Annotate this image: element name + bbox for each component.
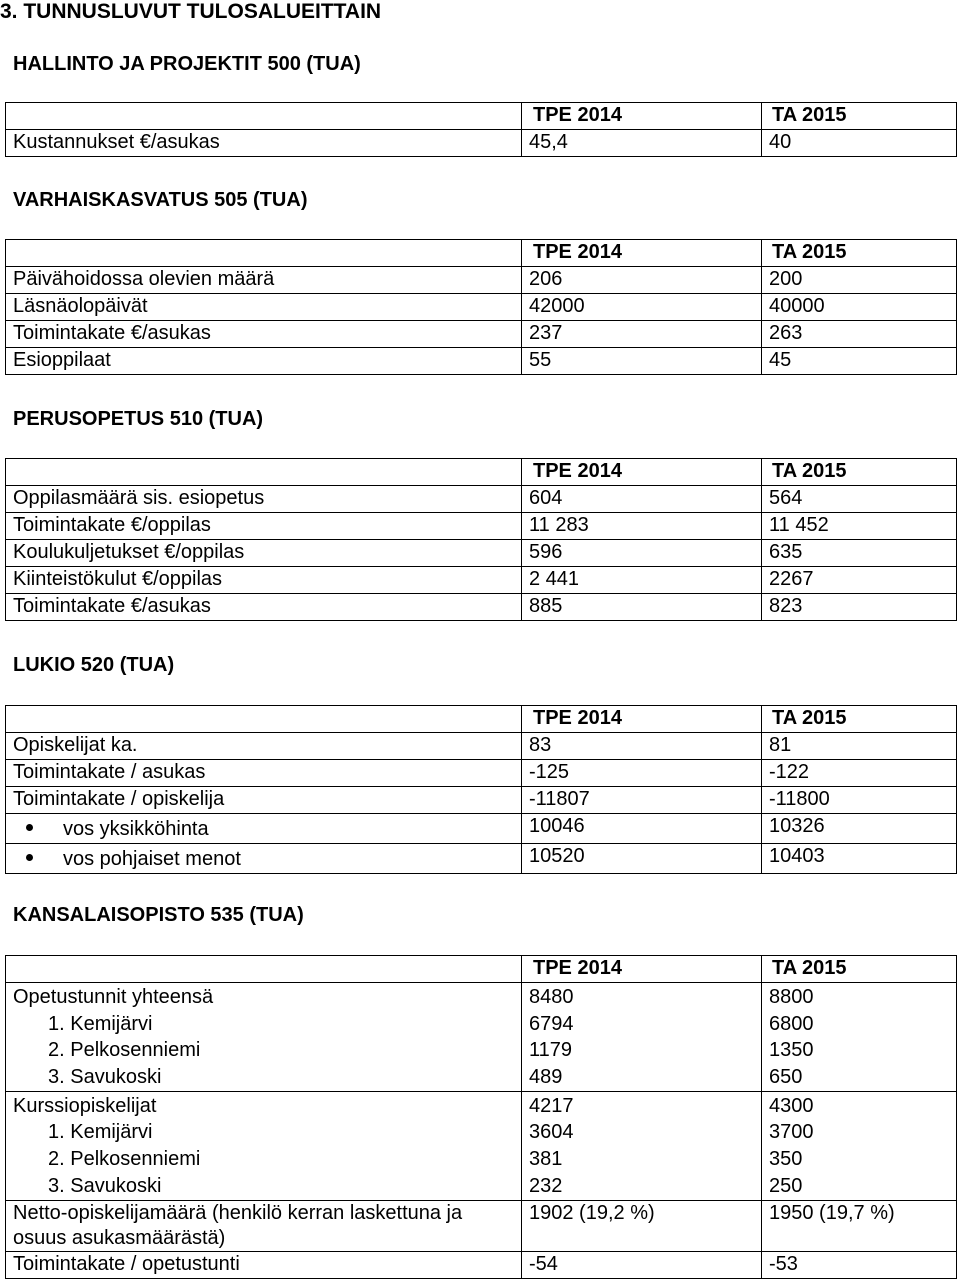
table-row <box>6 130 957 157</box>
row-ta: 11 452 <box>762 513 957 540</box>
row-label: 1. Kemijärvi <box>48 1121 153 1144</box>
table-row <box>6 348 957 375</box>
header-ta: TA 2015 <box>762 459 957 486</box>
row-label: Kustannukset €/asukas <box>6 130 522 157</box>
row-tpe: 604 <box>522 486 762 513</box>
row-label: Toimintakate / opiskelija <box>6 787 522 814</box>
row-ta: 40000 <box>762 294 957 321</box>
table-hallinto <box>5 102 957 157</box>
section-heading-lukio: LUKIO 520 (TUA) <box>13 654 175 676</box>
row-ta: -122 <box>762 760 957 787</box>
row-tpe: 83 <box>522 733 762 760</box>
row-tpe: 11 283 <box>522 513 762 540</box>
table-row-opetustunnit <box>6 983 957 1092</box>
section-heading-hallinto: HALLINTO JA PROJEKTIT 500 (TUA) <box>13 53 361 75</box>
table-row <box>6 321 957 348</box>
table-row <box>6 787 957 814</box>
row-ta: 40 <box>762 130 957 157</box>
row-tpe: 10046 <box>522 814 762 844</box>
header-ta: TA 2015 <box>762 240 957 267</box>
row-label: Kiinteistökulut €/oppilas <box>6 567 522 594</box>
row-ta: 263 <box>762 321 957 348</box>
header-ta: TA 2015 <box>762 706 957 733</box>
row-ta <box>762 1091 957 1200</box>
row-label: Opiskelijat ka. <box>6 733 522 760</box>
value: 6800 <box>769 1012 814 1035</box>
row-label: Toimintakate / asukas <box>6 760 522 787</box>
row-tpe: 55 <box>522 348 762 375</box>
row-label: Toimintakate / opetustunti <box>6 1251 522 1278</box>
row-ta: 200 <box>762 267 957 294</box>
table-kansalaisopisto <box>5 955 957 1279</box>
row-label: 3. Savukoski <box>48 1174 162 1197</box>
section-heading-kansalaisopisto: KANSALAISOPISTO 535 (TUA) <box>13 904 304 926</box>
header-tpe: TPE 2014 <box>522 240 762 267</box>
value: 6794 <box>529 1012 574 1035</box>
row-label: Netto-opiskelijamäärä (henkilö kerran laskettuna ja osuus asukasmäärästä) <box>6 1200 522 1251</box>
row-ta: -11800 <box>762 787 957 814</box>
table-row-kurssi <box>6 1091 957 1200</box>
row-label-bulleted <box>6 814 522 844</box>
row-label: Toimintakate €/asukas <box>6 594 522 621</box>
row-tpe: 1902 (19,2 %) <box>522 1200 762 1251</box>
row-label: Koulukuljetukset €/oppilas <box>6 540 522 567</box>
row-ta: 564 <box>762 486 957 513</box>
value: 3700 <box>769 1121 814 1144</box>
row-ta: 823 <box>762 594 957 621</box>
header-empty <box>6 706 522 733</box>
table-row <box>6 594 957 621</box>
row-label: Läsnäolopäivät <box>6 294 522 321</box>
row-tpe: 10520 <box>522 844 762 874</box>
row-tpe: 2 441 <box>522 567 762 594</box>
row-labels <box>6 1091 522 1200</box>
header-empty <box>6 956 522 983</box>
value: 4300 <box>769 1094 814 1117</box>
row-labels <box>6 983 522 1092</box>
table-row <box>6 733 957 760</box>
header-empty <box>6 103 522 130</box>
row-tpe: -54 <box>522 1251 762 1278</box>
row-tpe: 206 <box>522 267 762 294</box>
row-ta: 2267 <box>762 567 957 594</box>
table-perusopetus <box>5 458 957 621</box>
row-ta: 1950 (19,7 %) <box>762 1200 957 1251</box>
table-row <box>6 513 957 540</box>
row-ta: 45 <box>762 348 957 375</box>
value: 489 <box>529 1066 563 1089</box>
row-label: Päivähoidossa olevien määrä <box>6 267 522 294</box>
value: 381 <box>529 1148 563 1171</box>
section-heading-varhaiskasvatus: VARHAISKASVATUS 505 (TUA) <box>13 189 308 211</box>
table-row-netto <box>6 1200 957 1251</box>
table-row <box>6 294 957 321</box>
row-label: 2. Pelkosenniemi <box>48 1039 201 1062</box>
value: 4217 <box>529 1094 574 1117</box>
value: 1350 <box>769 1039 814 1062</box>
header-ta: TA 2015 <box>762 956 957 983</box>
row-tpe <box>522 983 762 1092</box>
section-heading-perusopetus: PERUSOPETUS 510 (TUA) <box>13 408 264 430</box>
value: 3604 <box>529 1121 574 1144</box>
table-row <box>6 540 957 567</box>
header-empty <box>6 240 522 267</box>
bullet-icon <box>26 824 33 831</box>
table-row <box>6 567 957 594</box>
row-tpe: 596 <box>522 540 762 567</box>
table-row <box>6 760 957 787</box>
value: 250 <box>769 1174 803 1197</box>
table-row <box>6 1251 957 1278</box>
value: 232 <box>529 1174 563 1197</box>
row-tpe: 42000 <box>522 294 762 321</box>
row-ta: 10403 <box>762 844 957 874</box>
row-label: Toimintakate €/oppilas <box>6 513 522 540</box>
row-tpe: -11807 <box>522 787 762 814</box>
row-label: vos yksikköhinta <box>63 818 209 840</box>
table-varhaiskasvatus <box>5 239 957 375</box>
row-label: 3. Savukoski <box>48 1066 162 1089</box>
value: 650 <box>769 1066 803 1089</box>
row-label: 2. Pelkosenniemi <box>48 1148 201 1171</box>
row-tpe: 885 <box>522 594 762 621</box>
header-tpe: TPE 2014 <box>522 459 762 486</box>
row-label: Opetustunnit yhteensä <box>13 986 214 1008</box>
bullet-icon <box>26 854 33 861</box>
table-lukio <box>5 705 957 874</box>
row-ta: 81 <box>762 733 957 760</box>
header-ta: TA 2015 <box>762 103 957 130</box>
header-tpe: TPE 2014 <box>522 706 762 733</box>
row-tpe: 237 <box>522 321 762 348</box>
row-label: Esioppilaat <box>6 348 522 375</box>
row-label: Toimintakate €/asukas <box>6 321 522 348</box>
row-label: vos pohjaiset menot <box>63 848 241 870</box>
row-label: Oppilasmäärä sis. esiopetus <box>6 486 522 513</box>
row-tpe: 45,4 <box>522 130 762 157</box>
table-row <box>6 267 957 294</box>
row-ta: -53 <box>762 1251 957 1278</box>
header-tpe: TPE 2014 <box>522 103 762 130</box>
row-ta: 635 <box>762 540 957 567</box>
value: 350 <box>769 1148 803 1171</box>
value: 8800 <box>769 986 814 1008</box>
row-label-bulleted <box>6 844 522 874</box>
row-ta <box>762 983 957 1092</box>
page-title: 3. TUNNUSLUVUT TULOSALUEITTAIN <box>0 0 382 23</box>
value: 8480 <box>529 986 574 1008</box>
header-tpe: TPE 2014 <box>522 956 762 983</box>
table-row <box>6 844 957 874</box>
row-label: Kurssiopiskelijat <box>13 1094 157 1117</box>
row-ta: 10326 <box>762 814 957 844</box>
row-tpe: -125 <box>522 760 762 787</box>
table-row <box>6 486 957 513</box>
row-tpe <box>522 1091 762 1200</box>
table-row <box>6 814 957 844</box>
header-empty <box>6 459 522 486</box>
value: 1179 <box>529 1039 573 1062</box>
row-label: 1. Kemijärvi <box>48 1012 153 1035</box>
